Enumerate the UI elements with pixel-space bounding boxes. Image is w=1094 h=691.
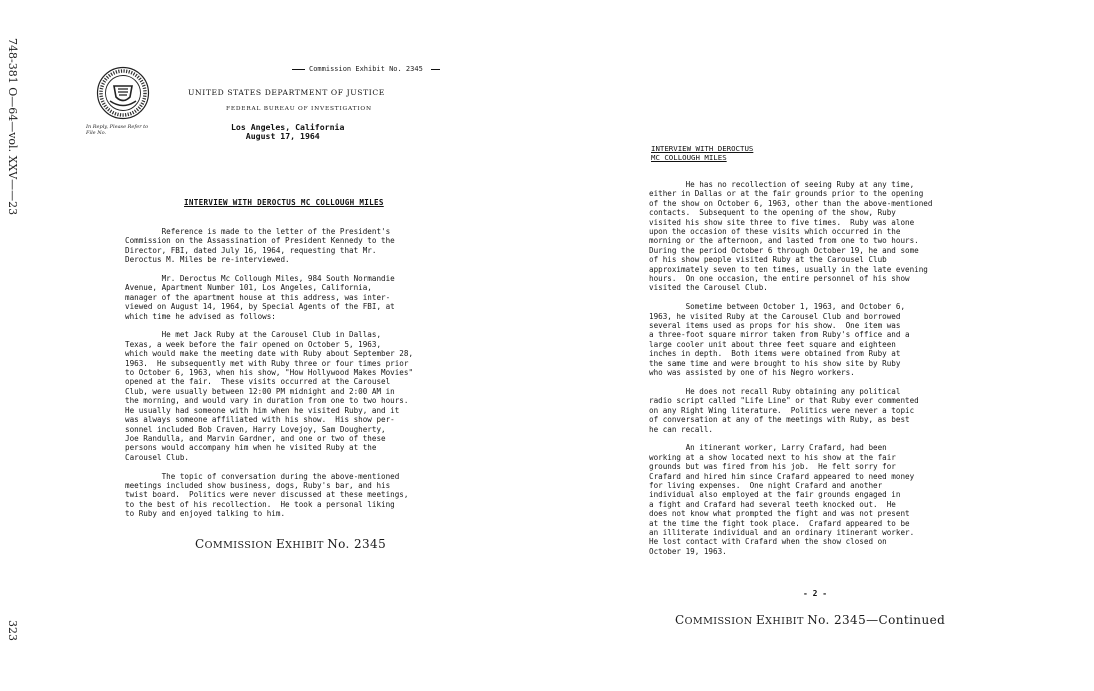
department-of-justice-seal-icon xyxy=(96,66,150,120)
exhibit-caption-continued: COMMISSION EXHIBIT No. 2345—Continued xyxy=(675,613,946,627)
print-code: 748-381 O—64—vol. XXV——23 xyxy=(6,38,19,216)
paragraph: He met Jack Ruby at the Carousel Club in Dallas, Texas, a week before the fair opened on October 5, 1963, which would make the meeting date with Ruby about September 28, 1963. He subsequently met with Ruby three or four times prior to October 6, 1963, when his show, "How Hollywood Makes Movies" opened at the fair. These visits occurred at the Carousel Club, were usually between 12:00 PM midnight and 2:00 AM in the morning, and would vary in duration from one to two hours. He usually had someone with him when he visited Ruby, and it was always someone affiliated with his show. His show per- sonnel included Bob Craven, Harry Lovejoy, Sam Dougherty, Joe Randulla, and Marvin Gardner, and one or two of these persons would accompany him when he visited Ruby at the Carousel Club. xyxy=(125,330,414,462)
page-number: - 2 - xyxy=(803,589,828,598)
continued-title: INTERVIEW WITH DEROCTUS MC COLLOUGH MILES xyxy=(651,144,754,162)
exhibit-caption: COMMISSION EXHIBIT No. 2345 xyxy=(195,537,387,551)
department-heading: UNITED STATES DEPARTMENT OF JUSTICE xyxy=(188,88,385,97)
paragraph: An itinerant worker, Larry Crafard, had been working at a show located next to his show at the fair grounds but was fired from his job. He felt sorry for Crafard and hired him since Crafard appeared to need money for living expenses. One night Crafard and another individual also employed at the fair grounds engaged in a fight and Crafard had several teeth knocked out. He does not know what prompted the fight and was not present at the time the fight took place. Crafard appeared to be an illiterate individual and an ordinary itinerant worker. He lost contact with Crafard when the show closed on October 19, 1963. xyxy=(649,443,915,556)
bureau-heading: FEDERAL BUREAU OF INVESTIGATION xyxy=(226,106,372,112)
paragraph: Sometime between October 1, 1963, and October 6, 1963, he visited Ruby at the Carousel Club and borrowed several items used as props for his show. One item was a three-foot square mirror taken from Ruby's office and a large cooler unit about three feet square and eighteen inches in depth. Both items were obtained from Ruby at the same time and were brought to his show site by Ruby who was assisted by one of his Negro workers. xyxy=(649,302,910,378)
date: August 17, 1964 xyxy=(245,131,320,141)
paragraph: The topic of conversation during the above-mentioned meetings included show business, dogs, Ruby's bar, and his twist board. Politics were never discussed at these meetings, to the best of his recollection. He took a personal liking to Ruby and enjoyed talking to him. xyxy=(125,471,409,519)
city: Los Angeles, California xyxy=(231,122,345,132)
paragraph: He has no recollection of seeing Ruby at any time, either in Dallas or at the fair grounds prior to the opening of the show on October 6, 1963, other than the above-mentioned contacts. Subsequent to the opening of the show, Ruby visited his show site three to five times. Ruby was alone upon the occasion of these visits which occurred in the morning or the afternoon, and lasted from one to two hours. During the period October 6 through October 19, he and some of his show people visited Ruby at the Carousel Club approximately seven to ten times, usually in the late evening hours. On one occasion, the entire personnel of his show visited the Carousel Club. xyxy=(649,180,933,293)
paragraph: Reference is made to the letter of the President's Commission on the Assassination of President Kennedy to the Director, FBI, dated July 16, 1964, requesting that Mr. Deroctus M. Miles be re-interviewed. xyxy=(125,227,395,265)
left-page-body xyxy=(125,227,413,528)
paragraph: He does not recall Ruby obtaining any political radio script called "Life Line" or that Ruby ever commented on any Right Wing literature. Politics were never a topic of conversation at any of the meetings with Ruby, as best he can recall. xyxy=(649,386,919,434)
reply-reference-note: In Reply, Please Refer to File No. xyxy=(86,124,149,136)
place-and-date xyxy=(231,123,344,141)
volume-page-number: 323 xyxy=(6,620,19,641)
page-title: INTERVIEW WITH DEROCTUS MC COLLOUGH MILES xyxy=(184,198,384,207)
exhibit-label: Commission Exhibit No. 2345 xyxy=(309,65,423,73)
right-page-body xyxy=(649,180,932,566)
exhibit-number-header xyxy=(288,65,444,73)
paragraph: Mr. Deroctus Mc Collough Miles, 984 South Normandie Avenue, Apartment Number 101, Los Angeles, California, manager of the apartment house at this address, was inter- viewed on August 14, 1964, by Special Agents of the FBI, at which time he advised as follows: xyxy=(125,274,395,321)
